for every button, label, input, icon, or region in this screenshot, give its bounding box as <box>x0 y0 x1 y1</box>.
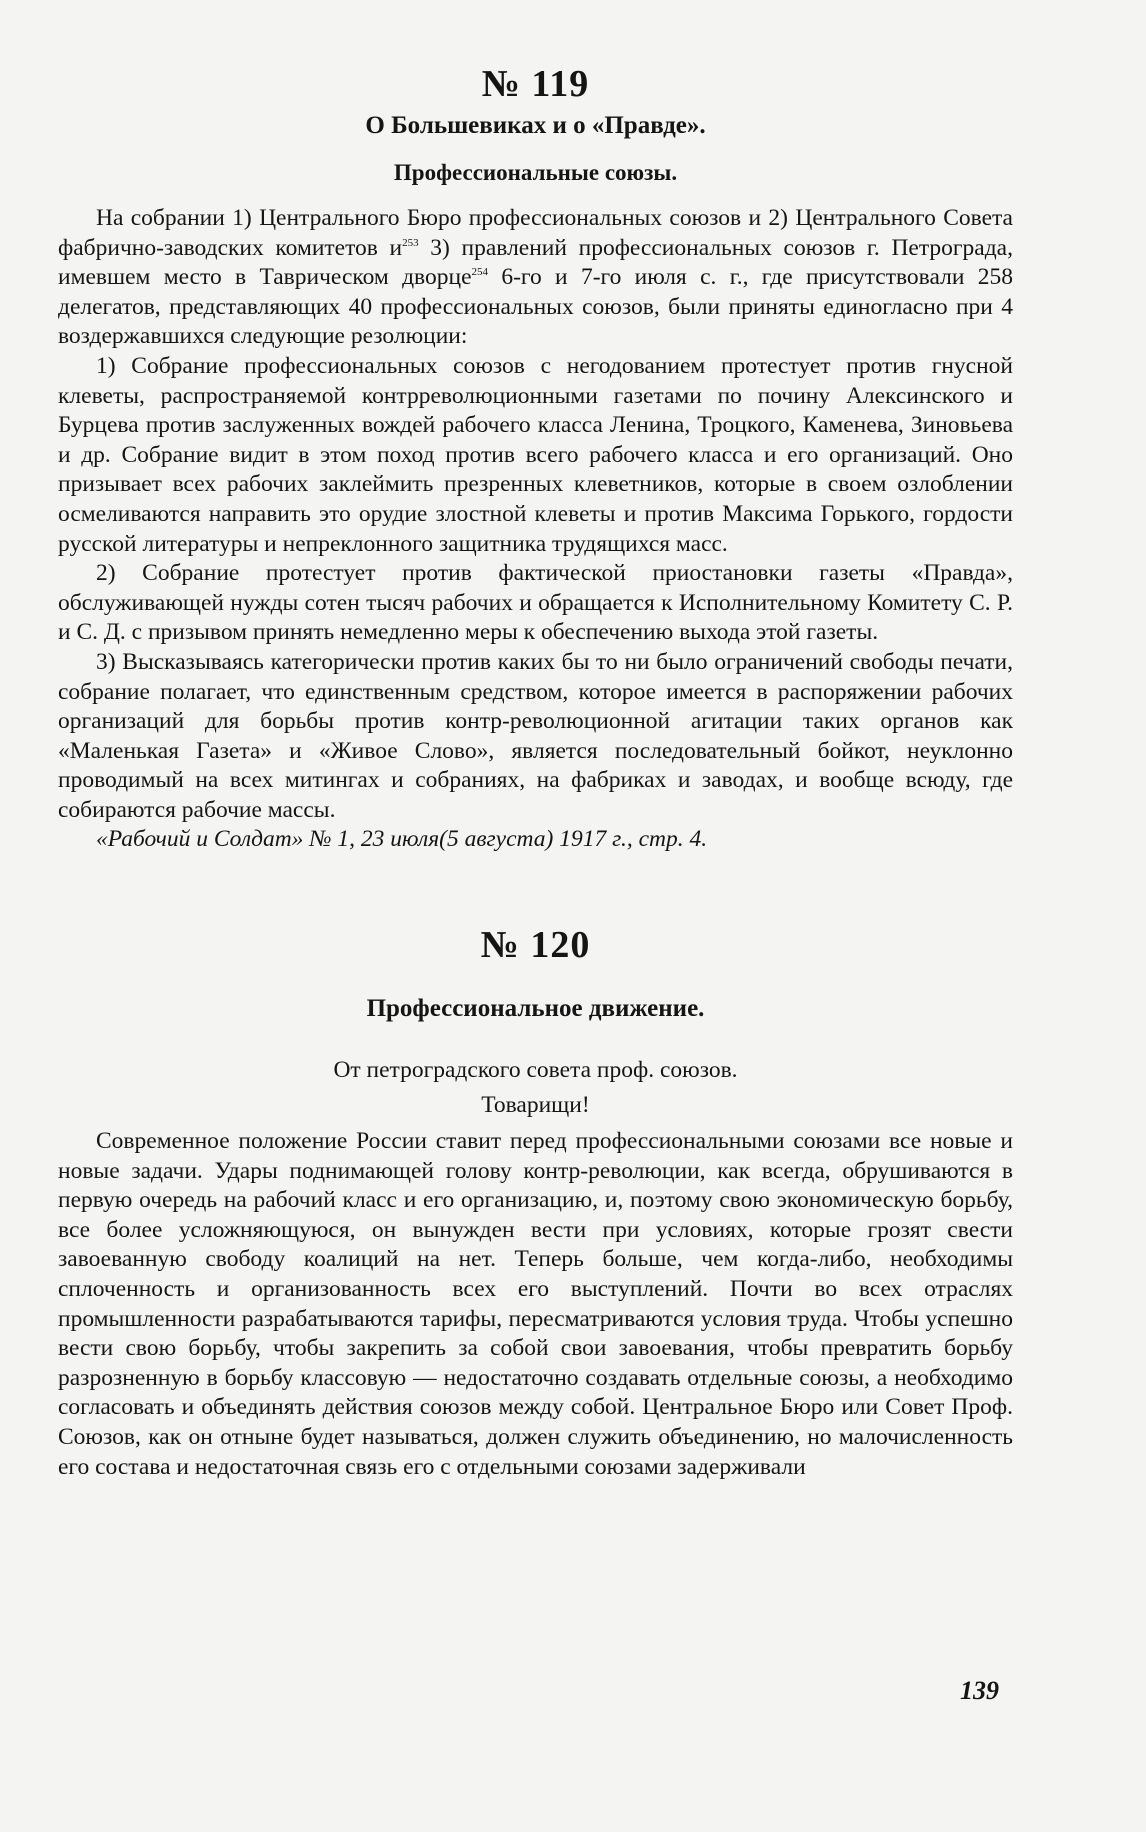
document-119 <box>58 62 1013 855</box>
document-number: № 120 <box>480 924 591 967</box>
intro-paragraph <box>58 204 1013 352</box>
document-title: Профессиональное движение. <box>366 995 705 1023</box>
intro-text-a: На собрании 1) Центрального Бюро профессиональных союзов и 2) Центрального Совета фабрично-заводских комитетов и <box>58 205 1013 261</box>
greeting: Товарищи! <box>481 1092 590 1119</box>
document-number: № 119 <box>481 63 590 105</box>
footnote-ref: 254 <box>471 266 488 279</box>
resolution-1: 1) Собрание профессиональных союзов с негодованием протестует против гнусной клеветы, распространяемой контрреволюционными газетами по почину Алексинского и Бурцева против заслуженных вождей рабочего класса Ленина, Троцкого, Каменева, Зиновьева и др. Собрание видит в этом поход против всего рабочего класса и его организаций. Оно призывает всех рабочих заклеймить презренных клеветников, которые в своем озлоблении осмеливаются направить это орудие злостной клеветы и против Максима Горького, гордости русской литературы и непреклонного защитника трудящихся масс. <box>58 352 1013 557</box>
source-citation: «Рабочий и Солдат» № 1, 23 июля(5 августа) 1917 г., стр. 4. <box>96 826 708 853</box>
intro-text-b: 3) правлений профессиональных союзов г. Петрограда, имевшем место в Таврическом дворце <box>58 234 1013 291</box>
document-title: О Большевиках и о «Правде». <box>365 112 706 139</box>
document-120 <box>58 923 1013 1482</box>
body-paragraph: Современное положение России ставит перед профессиональными союзами все новые и новые задачи. Удары поднимающей голову контр-революции, как всегда, обрушиваются в первую очередь на рабочий класс и его организацию, и, поэтому свою экономическую борьбу, все более усложняющуюся, он вынужден вести при условиях, которые грозят свести завоеванную свободу коалиций на нет. Теперь больше, чем когда-либо, необходимы сплоченность и организованность всех его выступлений. Почти во всех отраслях промышленности разрабатываются тарифы, пересматриваются условия труда. Чтобы успешно вести свою борьбу, чтобы закрепить за собой свои завоевания, чтобы превратить борьбу разрозненную в борьбу классовую — недостаточно создавать отдельные союзы, а необходимо согласовать и объединять действия союзов между собой. Центральное Бюро или Совет Проф. Союзов, как он отныне будет называться, должен служить объединению, но малочисленность его состава и недостаточная связь его с отдельными союзами задерживали <box>58 1128 1013 1480</box>
resolution-3: 3) Высказываясь категорически против каких бы то ни было ограничений свободы печати, собрание полагает, что единственным средством, которое имеется в распоряжении рабочих организаций для борьбы против контр-революционной агитации таких органов как «Маленькая Газета» и «Живое Слово», является последовательный бойкот, неуклонно проводимый на всех митингах и собраниях, на фабриках и заводах, и вообще всюду, где собираются рабочие массы. <box>58 648 1013 823</box>
page-number: 139 <box>960 1676 999 1705</box>
page-content <box>58 62 1013 1482</box>
footnote-ref: 253 <box>402 236 419 249</box>
resolution-2: 2) Собрание протестует против фактической приостановки газеты «Правда», обслуживающей нужды сотен тысяч рабочих и обращается к Исполнительному Комитету С. Р. и С. Д. с призывом принять немедленно меры к обеспечению выхода этой газеты. <box>58 560 1013 646</box>
from-line: От петроградского совета проф. союзов. <box>333 1057 738 1084</box>
section-subtitle: Профессиональные союзы. <box>393 160 678 185</box>
intro-text-c: 6-го и 7-го июля с. г., где присутствовали 258 делегатов, представляющих 40 профессиональных союзов, были приняты единогласно при 4 воздержавшихся следующие резолюции: <box>58 264 1013 350</box>
